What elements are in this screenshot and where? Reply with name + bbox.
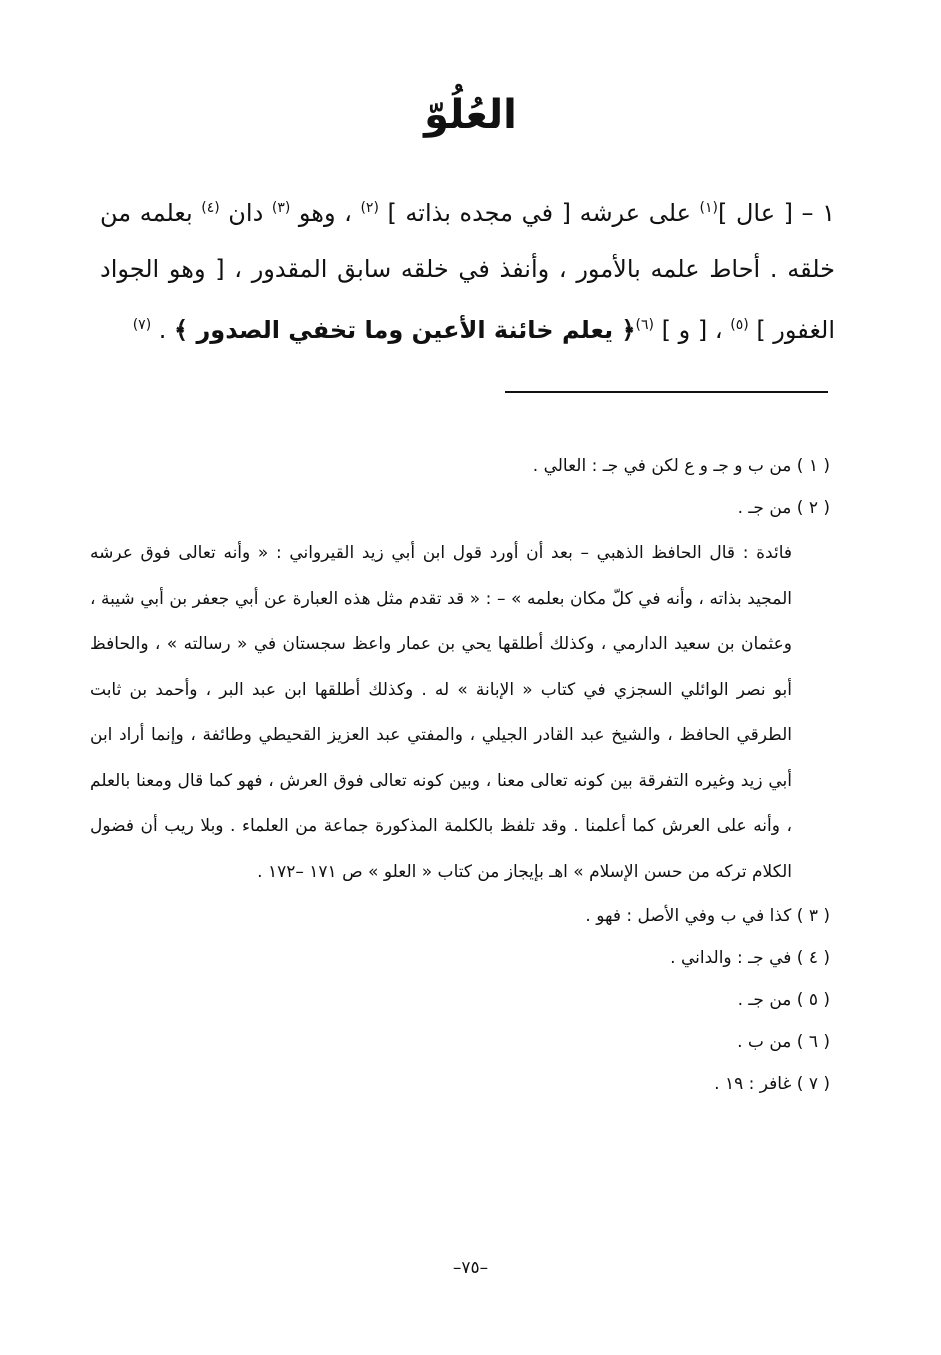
footnote-ref: (٦) <box>635 317 654 333</box>
main-text-part: على عرشه [ في مجده بذاته ] <box>378 199 700 227</box>
footnote-7: ( ٧ ) غافر : ١٩ . <box>714 1074 830 1094</box>
footnote-faida: فائدة : قال الحافظ الذهبي – بعد أن أورد قول ابن أبي زيد القيرواني : « وأنه تعالى فوق عرشه المجيد بذاته ، وأنه في كلّ مكان بعلمه » – : « قد تقدم مثل هذه العبارة عن أبي جعفر بن أبي شيبة ، وعثمان بن سعيد الدارمي ، وكذلك أطلقها يحي بن عمار واعظ سجستان في « رسالته » ، والحافظ أبو نصر الوائلي السجزي في كتاب « الإبانة » له . وكذلك أطلقها ابن عبد البر ، وأحمد بن ثابت الطرقي الحافظ ، والشيخ عبد القادر الجيلي ، والمفتي عبد العزيز القحيطي وطائفة ، وإنما أراد ابن أبي زيد وغيره التفرقة بين كونه تعالى معنا ، وبين كونه تعالى فوق العرش ، فهو كما قال ومعنا بالعلم ، وأنه على العرش كما أعلمنا . وقد تلفظ بالكلمة المذكورة جماعة من العلماء . وبلا ريب أن فضول الكلام تركه من حسن الإسلام » اهـ بإيجاز من كتاب « العلو » ص ١٧١ –١٧٢ . <box>90 543 792 882</box>
main-text-part: دان <box>219 199 272 227</box>
page-number: –٧٥– <box>452 1258 489 1278</box>
footnote-ref: (٧) <box>132 317 152 333</box>
footnote-5: ( ٥ ) من جـ . <box>737 990 830 1010</box>
footnote-ref: (٤) <box>201 200 220 216</box>
footnote-4: ( ٤ ) في جـ : والداني . <box>670 948 830 968</box>
main-text-part: ، وهو <box>290 199 361 227</box>
footnotes <box>90 445 830 1105</box>
footnote-ref: (٢) <box>360 200 379 216</box>
main-text-part: . <box>151 316 175 344</box>
page-title: العُلُوّ <box>424 92 517 138</box>
footnote-6: ( ٦ ) من ب . <box>737 1032 830 1052</box>
footnote-ref: (٥) <box>730 317 749 333</box>
main-text-part: ١ – [ عال ] <box>718 199 836 227</box>
quran-verse: ﴿ يعلم خائنة الأعين وما تخفي الصدور ﴾ <box>174 316 636 344</box>
footnote-ref: (١) <box>699 200 719 216</box>
main-text <box>100 180 835 358</box>
footnote-ref: (٣) <box>271 200 291 216</box>
main-text-part: بعلمه من خلقه . أحاط علمه بالأمور ، وأنفذ في خلقه سابق المقدور ، [ وهو الجواد الغفور ] <box>100 199 835 344</box>
footnote-divider <box>505 391 828 393</box>
main-text-part: ، [ و ] <box>654 316 731 344</box>
footnote-2: ( ٢ ) من جـ . <box>737 498 830 518</box>
footnote-1: ( ١ ) من ب و جـ و ع لكن في جـ : العالي . <box>532 456 830 476</box>
footnote-3: ( ٣ ) كذا في ب وفي الأصل : فهو . <box>585 906 830 926</box>
